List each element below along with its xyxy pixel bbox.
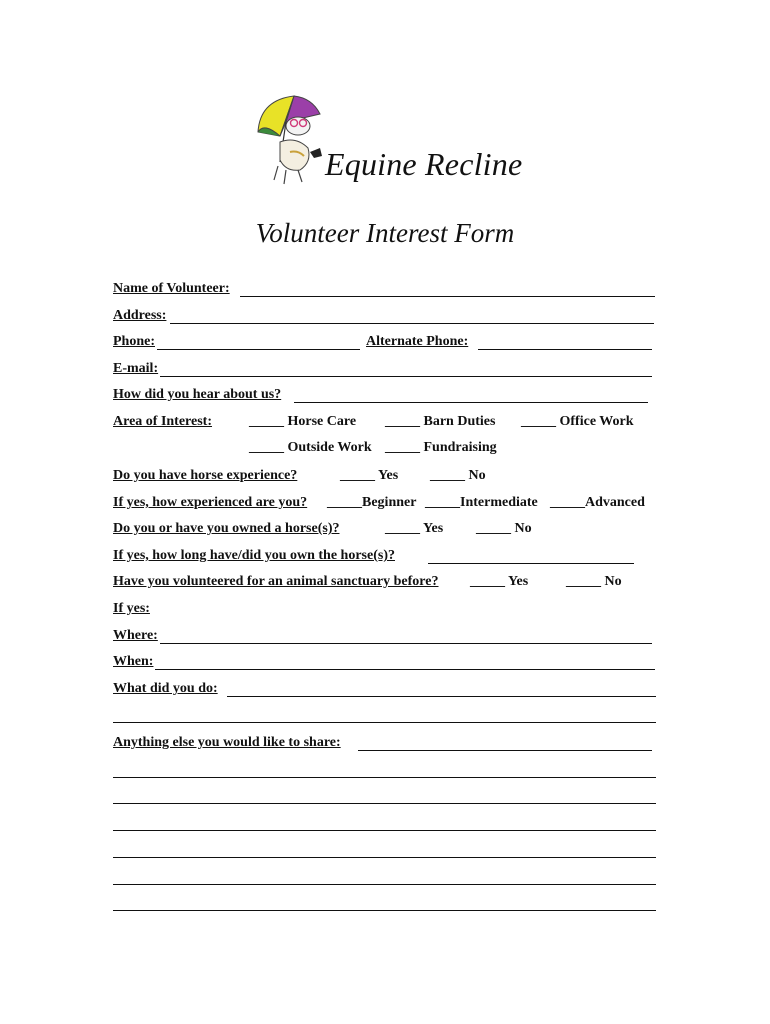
address-field[interactable]	[170, 323, 654, 324]
name-label: Name of Volunteer:	[113, 281, 230, 296]
email-label: E-mail:	[113, 361, 159, 376]
interest-horse-care[interactable]: _____ Horse Care	[249, 414, 357, 429]
hear-field[interactable]	[294, 402, 648, 403]
interest-outside-work[interactable]: _____ Outside Work	[249, 440, 372, 455]
when-label: When:	[113, 654, 154, 669]
level-advanced[interactable]: _____Advanced	[550, 495, 645, 510]
form-title: Volunteer Interest Form	[255, 218, 515, 248]
phone-field[interactable]	[157, 349, 360, 350]
else-field-line-6[interactable]	[113, 884, 656, 885]
howlong-label: If yes, how long have/did you own the horse(s)?	[113, 548, 395, 563]
ifyes-label: If yes:	[113, 601, 150, 616]
sanctuary-no[interactable]: _____ No	[566, 574, 622, 589]
brand-name: Equine Recline	[325, 146, 523, 182]
else-field[interactable]	[358, 750, 652, 751]
else-label: Anything else you would like to share:	[113, 735, 341, 750]
else-field-line-5[interactable]	[113, 857, 656, 858]
whatdo-label: What did you do:	[113, 681, 218, 696]
interest-label: Area of Interest:	[113, 414, 213, 429]
hear-label: How did you hear about us?	[113, 387, 282, 402]
else-field-line-2[interactable]	[113, 777, 656, 778]
else-field-line-7[interactable]	[113, 910, 656, 911]
experience-label: Do you have horse experience?	[113, 468, 298, 483]
interest-office-work[interactable]: _____ Office Work	[521, 414, 634, 429]
level-label: If yes, how experienced are you?	[113, 495, 308, 510]
when-field[interactable]	[155, 669, 655, 670]
owned-no[interactable]: _____ No	[476, 521, 532, 536]
alt-phone-field[interactable]	[478, 349, 652, 350]
interest-barn-duties[interactable]: _____ Barn Duties	[385, 414, 496, 429]
whatdo-field[interactable]	[227, 696, 656, 697]
experience-yes[interactable]: _____ Yes	[340, 468, 399, 483]
address-label: Address:	[113, 308, 167, 323]
experience-no[interactable]: _____ No	[430, 468, 486, 483]
where-field[interactable]	[160, 643, 652, 644]
umbrella-horse-logo	[250, 92, 330, 192]
howlong-field[interactable]	[428, 563, 634, 564]
where-label: Where:	[113, 628, 158, 643]
phone-label: Phone:	[113, 334, 155, 349]
whatdo-field-line-2[interactable]	[113, 722, 656, 723]
sanctuary-yes[interactable]: _____ Yes	[470, 574, 529, 589]
else-field-line-4[interactable]	[113, 830, 656, 831]
else-field-line-3[interactable]	[113, 803, 656, 804]
sanctuary-label: Have you volunteered for an animal sanctuary before?	[113, 574, 439, 589]
level-intermediate[interactable]: _____Intermediate	[425, 495, 538, 510]
level-beginner[interactable]: _____Beginner	[327, 495, 417, 510]
name-field[interactable]	[240, 296, 655, 297]
interest-fundraising[interactable]: _____ Fundraising	[385, 440, 497, 455]
owned-yes[interactable]: _____ Yes	[385, 521, 444, 536]
owned-label: Do you or have you owned a horse(s)?	[113, 521, 340, 536]
alt-phone-label: Alternate Phone:	[366, 334, 469, 349]
email-field[interactable]	[160, 376, 652, 377]
